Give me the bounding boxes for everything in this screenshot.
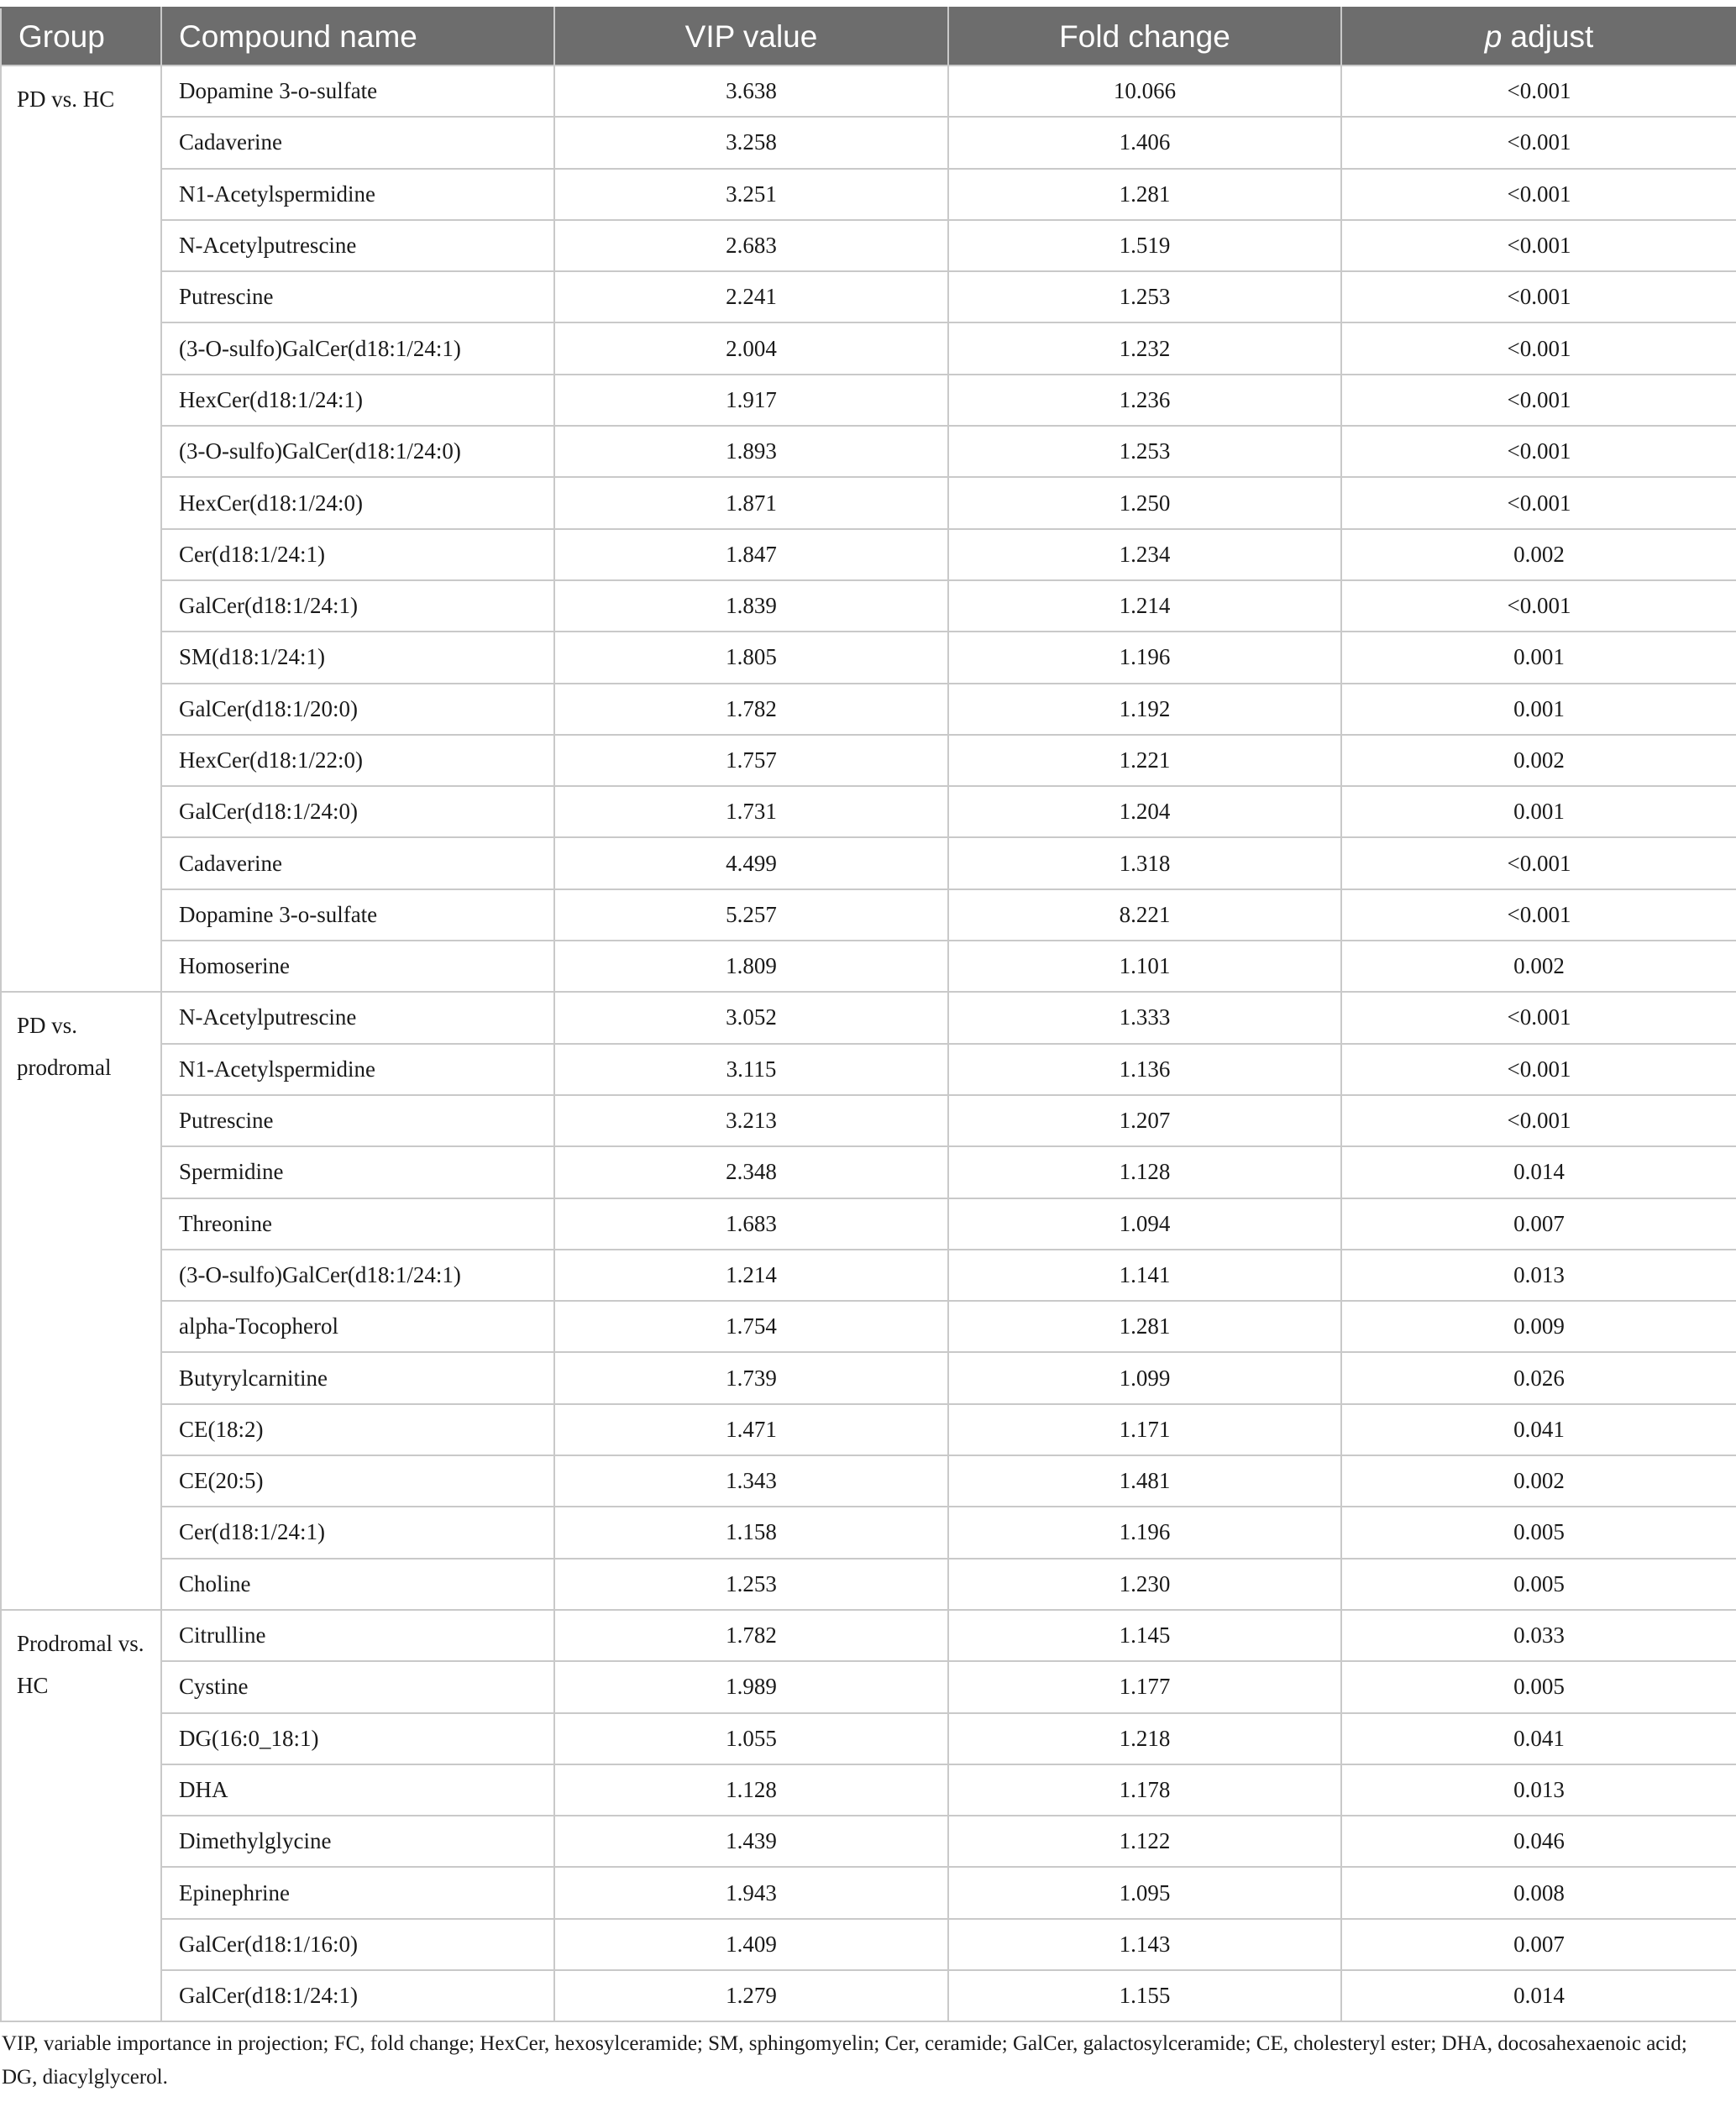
compound-name-cell: GalCer(d18:1/24:0) (161, 786, 554, 837)
fold-change-cell: 1.519 (948, 220, 1341, 271)
p-adjust-cell: 0.041 (1341, 1713, 1736, 1764)
fold-change-cell: 1.177 (948, 1661, 1341, 1712)
vip-value-cell: 1.253 (554, 1559, 948, 1610)
p-adjust-cell: <0.001 (1341, 66, 1736, 117)
vip-value-cell: 3.638 (554, 66, 948, 117)
vip-value-cell: 1.471 (554, 1404, 948, 1455)
fold-change-cell: 1.192 (948, 684, 1341, 735)
vip-value-cell: 1.893 (554, 426, 948, 477)
header-p-label: adjust (1502, 18, 1594, 54)
table-row (1, 1198, 1736, 1250)
fold-change-cell: 1.214 (948, 580, 1341, 632)
fold-change-cell: 1.234 (948, 529, 1341, 580)
vip-value-cell: 1.683 (554, 1198, 948, 1250)
group-label: PD vs. prodromal (1, 992, 161, 1610)
vip-value-cell: 1.871 (554, 477, 948, 528)
fold-change-cell: 1.236 (948, 375, 1341, 426)
vip-value-cell: 1.757 (554, 735, 948, 786)
p-adjust-cell: 0.002 (1341, 735, 1736, 786)
fold-change-cell: 1.204 (948, 786, 1341, 837)
table-row (1, 322, 1736, 374)
compound-name-cell: CE(20:5) (161, 1455, 554, 1507)
table-row (1, 1044, 1736, 1095)
compound-name-cell: Citrulline (161, 1610, 554, 1661)
fold-change-cell: 1.178 (948, 1764, 1341, 1816)
header-p-adjust (1341, 8, 1736, 66)
p-adjust-cell: 0.002 (1341, 529, 1736, 580)
table-row (1, 477, 1736, 528)
fold-change-cell: 1.232 (948, 322, 1341, 374)
p-adjust-cell: 0.007 (1341, 1919, 1736, 1970)
p-adjust-cell: 0.033 (1341, 1610, 1736, 1661)
table-row (1, 580, 1736, 632)
compound-name-cell: Spermidine (161, 1146, 554, 1198)
table-row (1, 66, 1736, 117)
table-row (1, 1146, 1736, 1198)
compound-name-cell: Cystine (161, 1661, 554, 1712)
fold-change-cell: 1.333 (948, 992, 1341, 1043)
fold-change-cell: 1.250 (948, 477, 1341, 528)
p-adjust-cell: 0.014 (1341, 1146, 1736, 1198)
vip-value-cell: 4.499 (554, 837, 948, 889)
table-row (1, 117, 1736, 168)
fold-change-cell: 1.207 (948, 1095, 1341, 1146)
table-row (1, 375, 1736, 426)
p-adjust-cell: 0.026 (1341, 1352, 1736, 1403)
compound-name-cell: Putrescine (161, 1095, 554, 1146)
compound-name-cell: GalCer(d18:1/16:0) (161, 1919, 554, 1970)
header-fold-change: Fold change (948, 8, 1341, 66)
fold-change-cell: 1.196 (948, 632, 1341, 683)
p-adjust-cell: 0.001 (1341, 684, 1736, 735)
vip-value-cell: 1.343 (554, 1455, 948, 1507)
compound-name-cell: HexCer(d18:1/22:0) (161, 735, 554, 786)
table-row (1, 1301, 1736, 1352)
vip-value-cell: 3.052 (554, 992, 948, 1043)
table-footnote: VIP, variable importance in projection; FC, fold change; HexCer, hexosylceramide; SM, sphingomyelin; Cer, ceramide; GalCer, galactosylceramide; CE, cholesteryl ester; DHA, docosahexaenoic acid; DG, diacylglycerol. (2, 2032, 1687, 2089)
fold-change-cell: 1.281 (948, 1301, 1341, 1352)
p-adjust-cell: <0.001 (1341, 220, 1736, 271)
vip-value-cell: 1.805 (554, 632, 948, 683)
compound-name-cell: Dopamine 3-o-sulfate (161, 889, 554, 941)
header-group: Group (1, 8, 161, 66)
fold-change-cell: 1.196 (948, 1507, 1341, 1558)
vip-value-cell: 1.847 (554, 529, 948, 580)
vip-value-cell: 1.917 (554, 375, 948, 426)
compound-name-cell: Cadaverine (161, 837, 554, 889)
table-row (1, 684, 1736, 735)
group-label: Prodromal vs. HC (1, 1610, 161, 2021)
table-row (1, 1610, 1736, 1661)
fold-change-cell: 1.099 (948, 1352, 1341, 1403)
p-adjust-cell: <0.001 (1341, 271, 1736, 322)
vip-value-cell: 1.839 (554, 580, 948, 632)
table-row (1, 220, 1736, 271)
p-adjust-cell: 0.001 (1341, 786, 1736, 837)
compound-name-cell: HexCer(d18:1/24:1) (161, 375, 554, 426)
fold-change-cell: 1.094 (948, 1198, 1341, 1250)
fold-change-cell: 1.136 (948, 1044, 1341, 1095)
p-adjust-cell: 0.005 (1341, 1661, 1736, 1712)
p-adjust-cell: 0.041 (1341, 1404, 1736, 1455)
p-adjust-cell: 0.009 (1341, 1301, 1736, 1352)
fold-change-cell: 1.281 (948, 169, 1341, 220)
compound-name-cell: Threonine (161, 1198, 554, 1250)
table-row (1, 889, 1736, 941)
fold-change-cell: 1.221 (948, 735, 1341, 786)
compound-name-cell: (3-O-sulfo)GalCer(d18:1/24:0) (161, 426, 554, 477)
p-adjust-cell: <0.001 (1341, 322, 1736, 374)
table-row (1, 529, 1736, 580)
fold-change-cell: 1.253 (948, 426, 1341, 477)
fold-change-cell: 1.143 (948, 1919, 1341, 1970)
fold-change-cell: 1.155 (948, 1970, 1341, 2021)
p-adjust-cell: <0.001 (1341, 992, 1736, 1043)
p-adjust-cell: <0.001 (1341, 1044, 1736, 1095)
table-row (1, 1559, 1736, 1610)
compound-name-cell: N1-Acetylspermidine (161, 169, 554, 220)
vip-value-cell: 1.754 (554, 1301, 948, 1352)
p-adjust-cell: 0.002 (1341, 941, 1736, 992)
p-adjust-cell: 0.014 (1341, 1970, 1736, 2021)
vip-value-cell: 1.943 (554, 1867, 948, 1918)
fold-change-cell: 1.128 (948, 1146, 1341, 1198)
vip-value-cell: 1.739 (554, 1352, 948, 1403)
compound-name-cell: Cadaverine (161, 117, 554, 168)
vip-value-cell: 1.782 (554, 684, 948, 735)
table-row (1, 1095, 1736, 1146)
table-row (1, 632, 1736, 683)
vip-value-cell: 3.115 (554, 1044, 948, 1095)
compound-name-cell: GalCer(d18:1/20:0) (161, 684, 554, 735)
p-adjust-cell: 0.008 (1341, 1867, 1736, 1918)
vip-value-cell: 1.809 (554, 941, 948, 992)
vip-value-cell: 2.241 (554, 271, 948, 322)
table-row (1, 1455, 1736, 1507)
p-adjust-cell: <0.001 (1341, 580, 1736, 632)
vip-value-cell: 3.213 (554, 1095, 948, 1146)
compound-name-cell: DG(16:0_18:1) (161, 1713, 554, 1764)
table-row (1, 426, 1736, 477)
group-label: PD vs. HC (1, 66, 161, 992)
vip-value-cell: 2.004 (554, 322, 948, 374)
compound-name-cell: Putrescine (161, 271, 554, 322)
compound-name-cell: Epinephrine (161, 1867, 554, 1918)
fold-change-cell: 10.066 (948, 66, 1341, 117)
p-adjust-cell: 0.002 (1341, 1455, 1736, 1507)
p-adjust-cell: <0.001 (1341, 477, 1736, 528)
metabolite-table (0, 7, 1736, 2022)
table-row (1, 1250, 1736, 1301)
header-row (1, 8, 1736, 66)
table-header (1, 8, 1736, 66)
compound-name-cell: GalCer(d18:1/24:1) (161, 580, 554, 632)
p-adjust-cell: 0.005 (1341, 1559, 1736, 1610)
compound-name-cell: SM(d18:1/24:1) (161, 632, 554, 683)
compound-name-cell: N-Acetylputrescine (161, 992, 554, 1043)
fold-change-cell: 1.141 (948, 1250, 1341, 1301)
table-row (1, 735, 1736, 786)
vip-value-cell: 1.409 (554, 1919, 948, 1970)
compound-name-cell: (3-O-sulfo)GalCer(d18:1/24:1) (161, 1250, 554, 1301)
compound-name-cell: Cer(d18:1/24:1) (161, 529, 554, 580)
compound-name-cell: N1-Acetylspermidine (161, 1044, 554, 1095)
compound-name-cell: GalCer(d18:1/24:1) (161, 1970, 554, 2021)
vip-value-cell: 1.989 (554, 1661, 948, 1712)
p-adjust-cell: <0.001 (1341, 426, 1736, 477)
vip-value-cell: 2.348 (554, 1146, 948, 1198)
compound-name-cell: (3-O-sulfo)GalCer(d18:1/24:1) (161, 322, 554, 374)
fold-change-cell: 1.253 (948, 271, 1341, 322)
compound-name-cell: Dopamine 3-o-sulfate (161, 66, 554, 117)
fold-change-cell: 1.406 (948, 117, 1341, 168)
table-row (1, 1713, 1736, 1764)
vip-value-cell: 2.683 (554, 220, 948, 271)
compound-name-cell: CE(18:2) (161, 1404, 554, 1455)
fold-change-cell: 1.101 (948, 941, 1341, 992)
compound-name-cell: N-Acetylputrescine (161, 220, 554, 271)
header-p-symbol: p (1484, 18, 1503, 54)
p-adjust-cell: 0.013 (1341, 1250, 1736, 1301)
table-row (1, 169, 1736, 220)
vip-value-cell: 1.782 (554, 1610, 948, 1661)
table-row (1, 1352, 1736, 1403)
p-adjust-cell: 0.005 (1341, 1507, 1736, 1558)
table-row (1, 837, 1736, 889)
table-row (1, 1816, 1736, 1867)
p-adjust-cell: <0.001 (1341, 375, 1736, 426)
fold-change-cell: 8.221 (948, 889, 1341, 941)
compound-name-cell: Homoserine (161, 941, 554, 992)
compound-name-cell: alpha-Tocopherol (161, 1301, 554, 1352)
compound-name-cell: Cer(d18:1/24:1) (161, 1507, 554, 1558)
header-vip-value: VIP value (554, 8, 948, 66)
compound-name-cell: Choline (161, 1559, 554, 1610)
fold-change-cell: 1.318 (948, 837, 1341, 889)
fold-change-cell: 1.481 (948, 1455, 1341, 1507)
vip-value-cell: 3.258 (554, 117, 948, 168)
p-adjust-cell: 0.046 (1341, 1816, 1736, 1867)
fold-change-cell: 1.218 (948, 1713, 1341, 1764)
table-body (1, 66, 1736, 2021)
p-adjust-cell: <0.001 (1341, 117, 1736, 168)
fold-change-cell: 1.122 (948, 1816, 1341, 1867)
p-adjust-cell: <0.001 (1341, 889, 1736, 941)
table-row (1, 271, 1736, 322)
compound-name-cell: HexCer(d18:1/24:0) (161, 477, 554, 528)
fold-change-cell: 1.171 (948, 1404, 1341, 1455)
table-row (1, 786, 1736, 837)
table-row (1, 1764, 1736, 1816)
fold-change-cell: 1.230 (948, 1559, 1341, 1610)
table-row (1, 1404, 1736, 1455)
vip-value-cell: 1.128 (554, 1764, 948, 1816)
table-row (1, 1867, 1736, 1918)
vip-value-cell: 1.158 (554, 1507, 948, 1558)
table-row (1, 1970, 1736, 2021)
p-adjust-cell: <0.001 (1341, 169, 1736, 220)
vip-value-cell: 1.214 (554, 1250, 948, 1301)
header-compound-name: Compound name (161, 8, 554, 66)
p-adjust-cell: 0.013 (1341, 1764, 1736, 1816)
compound-name-cell: Dimethylglycine (161, 1816, 554, 1867)
compound-name-cell: DHA (161, 1764, 554, 1816)
fold-change-cell: 1.145 (948, 1610, 1341, 1661)
table-row (1, 941, 1736, 992)
p-adjust-cell: 0.007 (1341, 1198, 1736, 1250)
table-row (1, 992, 1736, 1043)
fold-change-cell: 1.095 (948, 1867, 1341, 1918)
vip-value-cell: 1.439 (554, 1816, 948, 1867)
p-adjust-cell: <0.001 (1341, 837, 1736, 889)
vip-value-cell: 1.055 (554, 1713, 948, 1764)
table-row (1, 1919, 1736, 1970)
p-adjust-cell: 0.001 (1341, 632, 1736, 683)
vip-value-cell: 3.251 (554, 169, 948, 220)
table-row (1, 1661, 1736, 1712)
p-adjust-cell: <0.001 (1341, 1095, 1736, 1146)
vip-value-cell: 1.279 (554, 1970, 948, 2021)
compound-name-cell: Butyrylcarnitine (161, 1352, 554, 1403)
vip-value-cell: 5.257 (554, 889, 948, 941)
table-row (1, 1507, 1736, 1558)
vip-value-cell: 1.731 (554, 786, 948, 837)
